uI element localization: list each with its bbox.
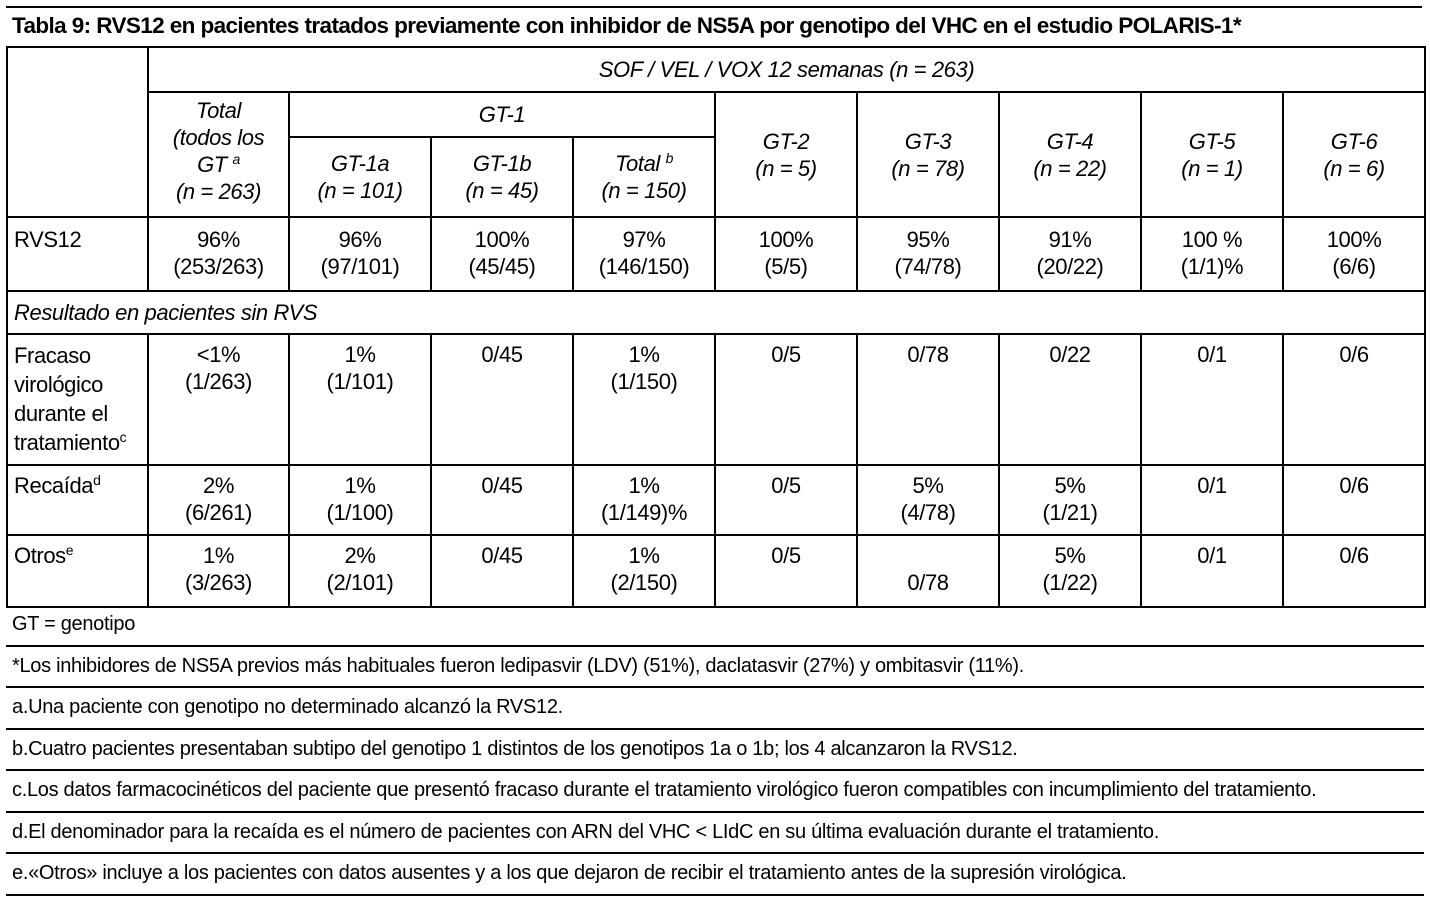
table-cell: 97% (146/150) — [573, 217, 715, 291]
gt1b-header: GT-1b (n = 45) — [431, 137, 573, 217]
gt1-total-header: Total $^b$ (n = 150) — [573, 137, 715, 217]
table-cell: 2% (6/261) — [148, 465, 289, 535]
table-cell: 0/1 — [1141, 465, 1283, 535]
table-cell: 2% (2/101) — [289, 535, 431, 607]
section-label: Resultado en pacientes sin RVS — [7, 291, 1425, 334]
row-label-otros: Otros$^e$ — [7, 535, 148, 607]
header-row-regimen — [7, 47, 1425, 92]
table-title: Tabla 9: RVS12 en pacientes tratados previamente con inhibidor de NS5A por genotipo del VHC en el estudio POLARIS-1* — [6, 6, 1422, 44]
header-empty-cell — [7, 47, 148, 217]
table-cell: 0/1 — [1141, 334, 1283, 465]
table-cell: 5% (4/78) — [857, 465, 999, 535]
table-cell: 1% (2/150) — [573, 535, 715, 607]
table-cell: 100 % (1/1)% — [1141, 217, 1283, 291]
gt1a-header: GT-1a (n = 101) — [289, 137, 431, 217]
row-label-rvs12: RVS12 — [7, 217, 148, 291]
table-cell: 1% (1/149)% — [573, 465, 715, 535]
table-cell: 0/6 — [1283, 535, 1425, 607]
table-cell: 1% (1/100) — [289, 465, 431, 535]
gt6-header: GT-6 (n = 6) — [1283, 92, 1425, 217]
table-cell: 5% (1/22) — [999, 535, 1141, 607]
table-cell: 0/45 — [431, 334, 573, 465]
gt2-header: GT-2 (n = 5) — [715, 92, 857, 217]
table-row-recaida — [7, 465, 1425, 535]
table-cell: 0/45 — [431, 465, 573, 535]
gt1-header: GT-1 — [289, 92, 715, 137]
table-cell: 100% (5/5) — [715, 217, 857, 291]
footnote-b: b.Cuatro pacientes presentaban subtipo del genotipo 1 distintos de los genotipos 1a o 1b; los 4 alcanzaron la RVS12. — [6, 730, 1424, 772]
section-row — [7, 291, 1425, 334]
gt4-header: GT-4 (n = 22) — [999, 92, 1141, 217]
table-cell: 1% (3/263) — [148, 535, 289, 607]
table-cell: 95% (74/78) — [857, 217, 999, 291]
table-cell: 0/5 — [715, 334, 857, 465]
table-cell: 1% (1/150) — [573, 334, 715, 465]
footnote-e: e.«Otros» incluye a los pacientes con datos ausentes y a los que dejaron de recibir el tratamiento antes de la supresión virológica. — [6, 854, 1424, 896]
footnote-abbreviation: GT = genotipo — [6, 605, 1424, 647]
table-cell: 0/1 — [1141, 535, 1283, 607]
table-cell: 0/6 — [1283, 334, 1425, 465]
table-cell: 100% (45/45) — [431, 217, 573, 291]
table-cell: 0/5 — [715, 465, 857, 535]
table-cell: 5% (1/21) — [999, 465, 1141, 535]
footnote-asterisk: *Los inhibidores de NS5A previos más habituales fueron ledipasvir (LDV) (51%), daclatasvir (27%) y ombitasvir (11%). — [6, 647, 1424, 689]
table-footnotes — [6, 605, 1424, 896]
table-row-rvs12 — [7, 217, 1425, 291]
regimen-header: SOF / VEL / VOX 12 semanas (n = 263) — [148, 47, 1425, 92]
table-cell: 96% (253/263) — [148, 217, 289, 291]
table-row-fracaso — [7, 334, 1425, 465]
table-cell: 0/6 — [1283, 465, 1425, 535]
row-label-recaida: Recaída$^d$ — [7, 465, 148, 535]
footnote-a: a.Una paciente con genotipo no determinado alcanzó la RVS12. — [6, 688, 1424, 730]
results-table — [6, 46, 1426, 608]
row-label-fracaso: Fracaso virológico durante el tratamiento$^c$ — [7, 334, 148, 465]
table-cell: 0/5 — [715, 535, 857, 607]
footnote-d: d.El denominador para la recaída es el número de pacientes con ARN del VHC < LIdC en su última evaluación durante el tratamiento. — [6, 813, 1424, 855]
table-cell: 100% (6/6) — [1283, 217, 1425, 291]
table-cell: 0/78 — [857, 334, 999, 465]
total-all-gt-header: Total (todos los GT $^a$ (n = 263) — [148, 92, 289, 217]
table-cell: 91% (20/22) — [999, 217, 1141, 291]
footnote-c: c.Los datos farmacocinéticos del paciente que presentó fracaso durante el tratamiento virológico fueron compatibles con incumplimiento del tratamiento. — [6, 771, 1424, 813]
table-cell: 0/22 — [999, 334, 1141, 465]
header-row-genotypes — [7, 92, 1425, 137]
table-cell: <1% (1/263) — [148, 334, 289, 465]
table-cell: 0/78 — [857, 535, 999, 607]
table-row-otros — [7, 535, 1425, 607]
gt3-header: GT-3 (n = 78) — [857, 92, 999, 217]
table-cell: 0/45 — [431, 535, 573, 607]
table-cell: 1% (1/101) — [289, 334, 431, 465]
table-cell: 96% (97/101) — [289, 217, 431, 291]
gt5-header: GT-5 (n = 1) — [1141, 92, 1283, 217]
